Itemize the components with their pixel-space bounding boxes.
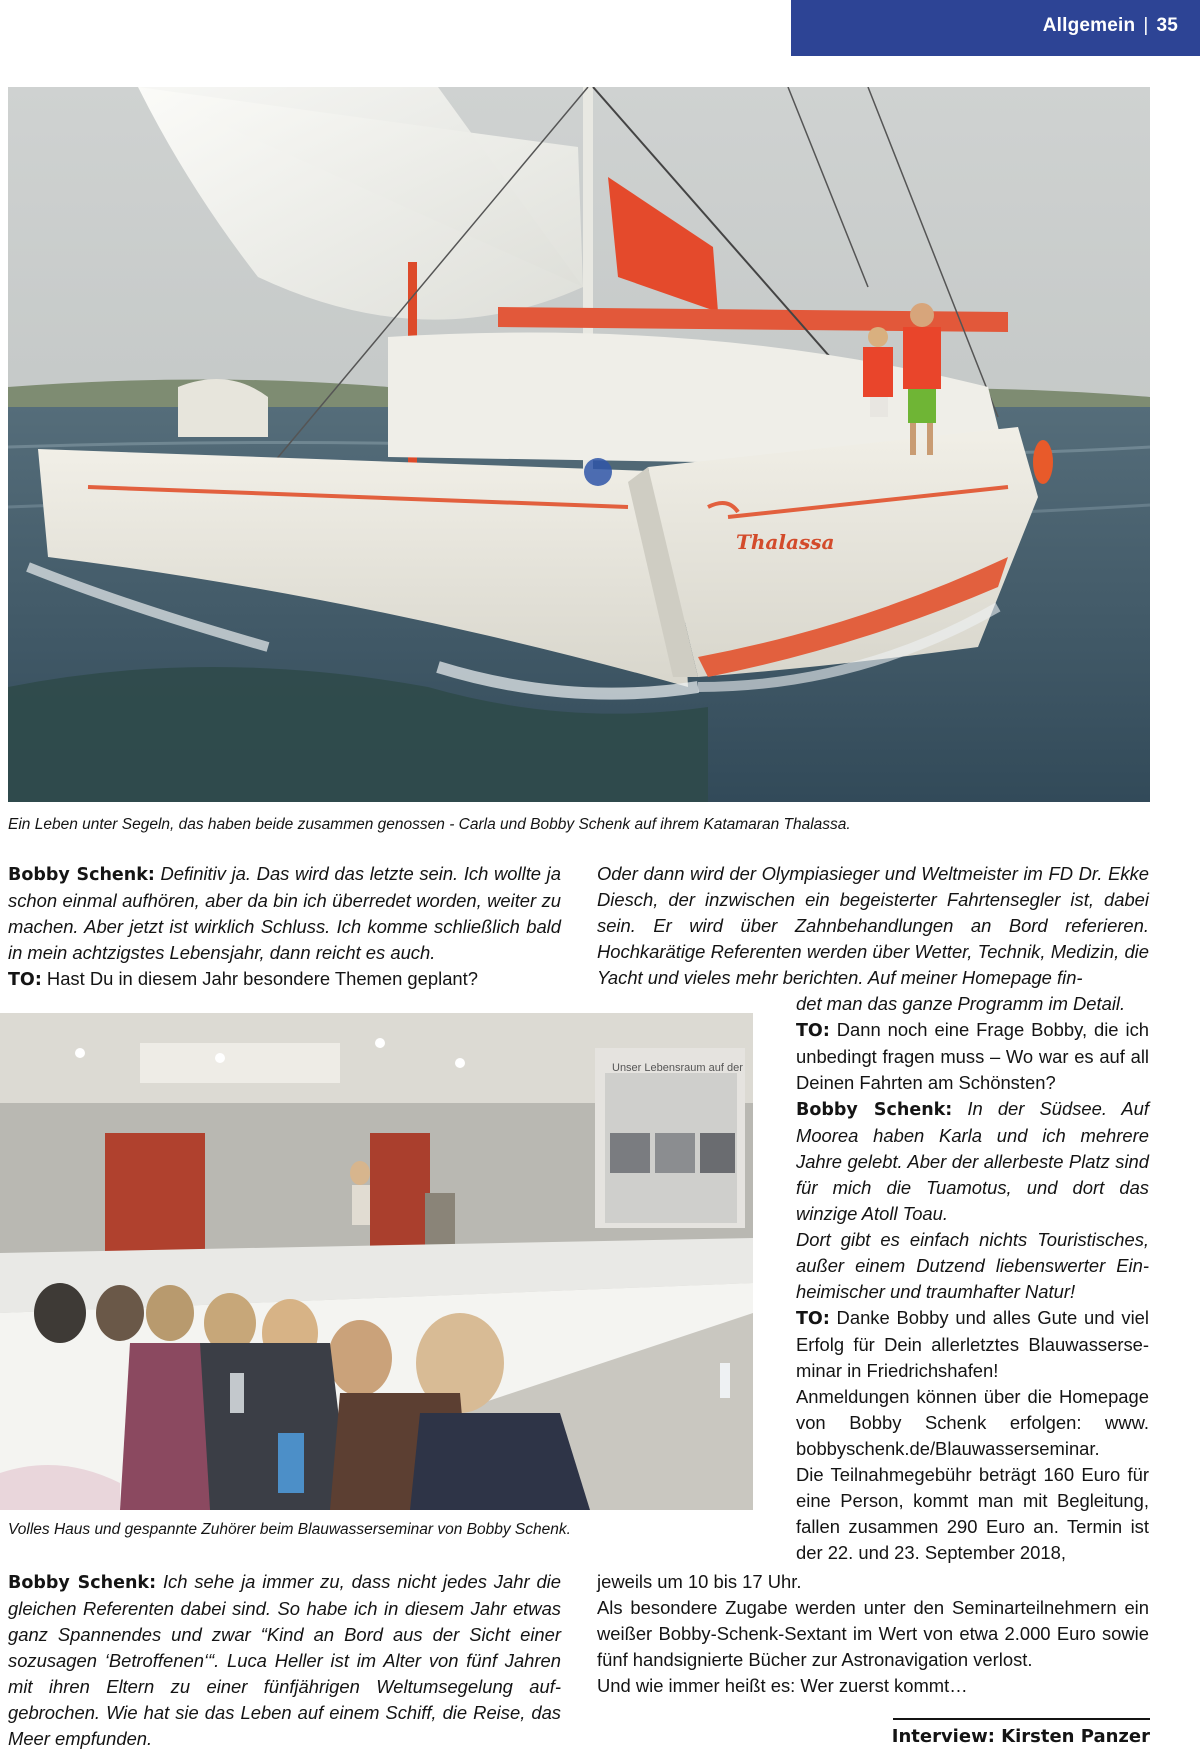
to-label: TO:: [796, 1021, 830, 1041]
article-left-upper: [8, 861, 561, 993]
credit-rule: [893, 1718, 1150, 1720]
article-left-lower: [8, 1569, 561, 1752]
answer-text: In der Südsee. Auf Moorea haben Karla und ich mehrere Jahre gelebt. Aber der allerbeste Platz sind für mich die Tuamotus, und dort das winzige Atoll Toau.: [796, 1098, 1149, 1224]
section-name: Allgemein: [1042, 15, 1136, 36]
question-paragraph-1: [8, 966, 561, 993]
projector-screen-text: Unser Lebensraum auf der: [612, 1062, 743, 1074]
boat-name-text: Thalassa: [736, 530, 835, 554]
fee-paragraph: Die Teilnahmegebühr beträgt 160 Euro für eine Person, kommt man mit Begleitung, fallen zusammen 290 Euro an. Termin ist der 22. und 23. September 2018,: [796, 1464, 1149, 1563]
question-paragraph-3: [796, 1305, 1149, 1384]
catamaran-photo: [8, 87, 1150, 802]
answer-paragraph-2: [8, 1569, 561, 1752]
answer-paragraph-3: [796, 1096, 1149, 1227]
closing-line: Und wie immer heißt es: Wer zuerst kommt…: [597, 1675, 968, 1696]
interview-credit: Interview: Kirsten Panzer: [891, 1726, 1150, 1747]
answer-continuation: Oder dann wird der Olympiasieger und Weltmeister im FD Dr. Ekke Diesch, der inzwischen ein begeisterter Fahrtensegler ist, dabei sein. Er wird über Zahnbehandlungen an Bord referieren. Hochkarätige Referenten werden über Wetter, Technik, Medizin, die Yacht und vieles mehr berichten. Auf meiner Homepage fin-: [597, 863, 1149, 988]
speaker-label: Bobby Schenk:: [8, 1573, 157, 1593]
question-text: Dann noch eine Frage Bobby, die ich unbedingt fragen muss – Wo war es auf all Deinen Fahrten am Schönsten?: [796, 1019, 1149, 1093]
article-right-narrow: [796, 991, 1149, 1566]
speaker-label: Bobby Schenk:: [8, 865, 155, 885]
answer-text: Definitiv ja. Das wird das letzte sein. Ich wollte ja schon einmal aufhören, aber da bin ich überredet worden, weiter zu machen. Aber jetzt ist wirklich Schluss. Ich komme schließlich bald in mein achtzigstes Lebensjahr, dann reicht es auch.: [8, 863, 561, 963]
answer-paragraph-1: [8, 861, 561, 966]
seminar-photo: [0, 1013, 753, 1510]
question-text: Danke Bobby und alles Gute und viel Erfolg für Dein allerletztes Blauwasserseminar in Friedrichshafen!: [796, 1307, 1149, 1381]
header-text: [1043, 15, 1178, 37]
speaker-label: Bobby Schenk:: [796, 1100, 953, 1120]
page-number: 35: [1156, 15, 1178, 36]
time-line: jeweils um 10 bis 17 Uhr.: [597, 1571, 802, 1592]
page-header: [791, 0, 1200, 56]
registration-paragraph: Anmeldungen können über die Homepage von Bobby Schenk erfolgen: www. bobbyschenk.de/Blauwasserseminar.: [796, 1386, 1149, 1459]
caption-seminar: Volles Haus und gespannte Zuhörer beim Blauwasserseminar von Bobby Schenk.: [8, 1521, 571, 1538]
to-label: TO:: [8, 970, 42, 990]
caption-catamaran: Ein Leben unter Segeln, das haben beide zusammen genossen - Carla und Bobby Schenk auf ihrem Katamaran Thalassa.: [8, 816, 851, 833]
to-label: TO:: [796, 1309, 830, 1329]
answer-text: Ich sehe ja immer zu, dass nicht jedes Jahr die gleichen Referenten dabei sind. So habe ich in diesem Jahr etwas ganz Spannendes und zwar “Kind an Bord aus der Sicht einer sozusagen ‘Betroffenen‘“. Luca Heller ist im Alter von fünf Jahren mit ihren Eltern zu einer fünfjährigen Weltumsegelung aufgebrochen. Wie hat sie das Leben auf einem Schiff, die Reise, das Meer empfunden.: [8, 1571, 561, 1749]
bonus-paragraph: Als besondere Zugabe werden unter den Seminarteilnehmern ein weißer Bobby-Schenk-Sextant im Wert von etwa 2.000 Euro sowie fünf handsignierte Bücher zur Astronavigation verlost.: [597, 1597, 1149, 1670]
header-separator: |: [1143, 15, 1149, 36]
question-paragraph-2: [796, 1017, 1149, 1096]
question-text: Hast Du in diesem Jahr besondere Themen geplant?: [41, 968, 478, 989]
answer-continuation-end: det man das ganze Programm im Detail.: [796, 993, 1126, 1014]
answer-paragraph-4: Dort gibt es einfach nichts Touristisches, außer einem Dutzend liebenswerter Einheimischer und traumhafter Natur!: [796, 1229, 1149, 1302]
article-right-lower: [597, 1569, 1149, 1699]
article-right-upper: [597, 861, 1149, 991]
